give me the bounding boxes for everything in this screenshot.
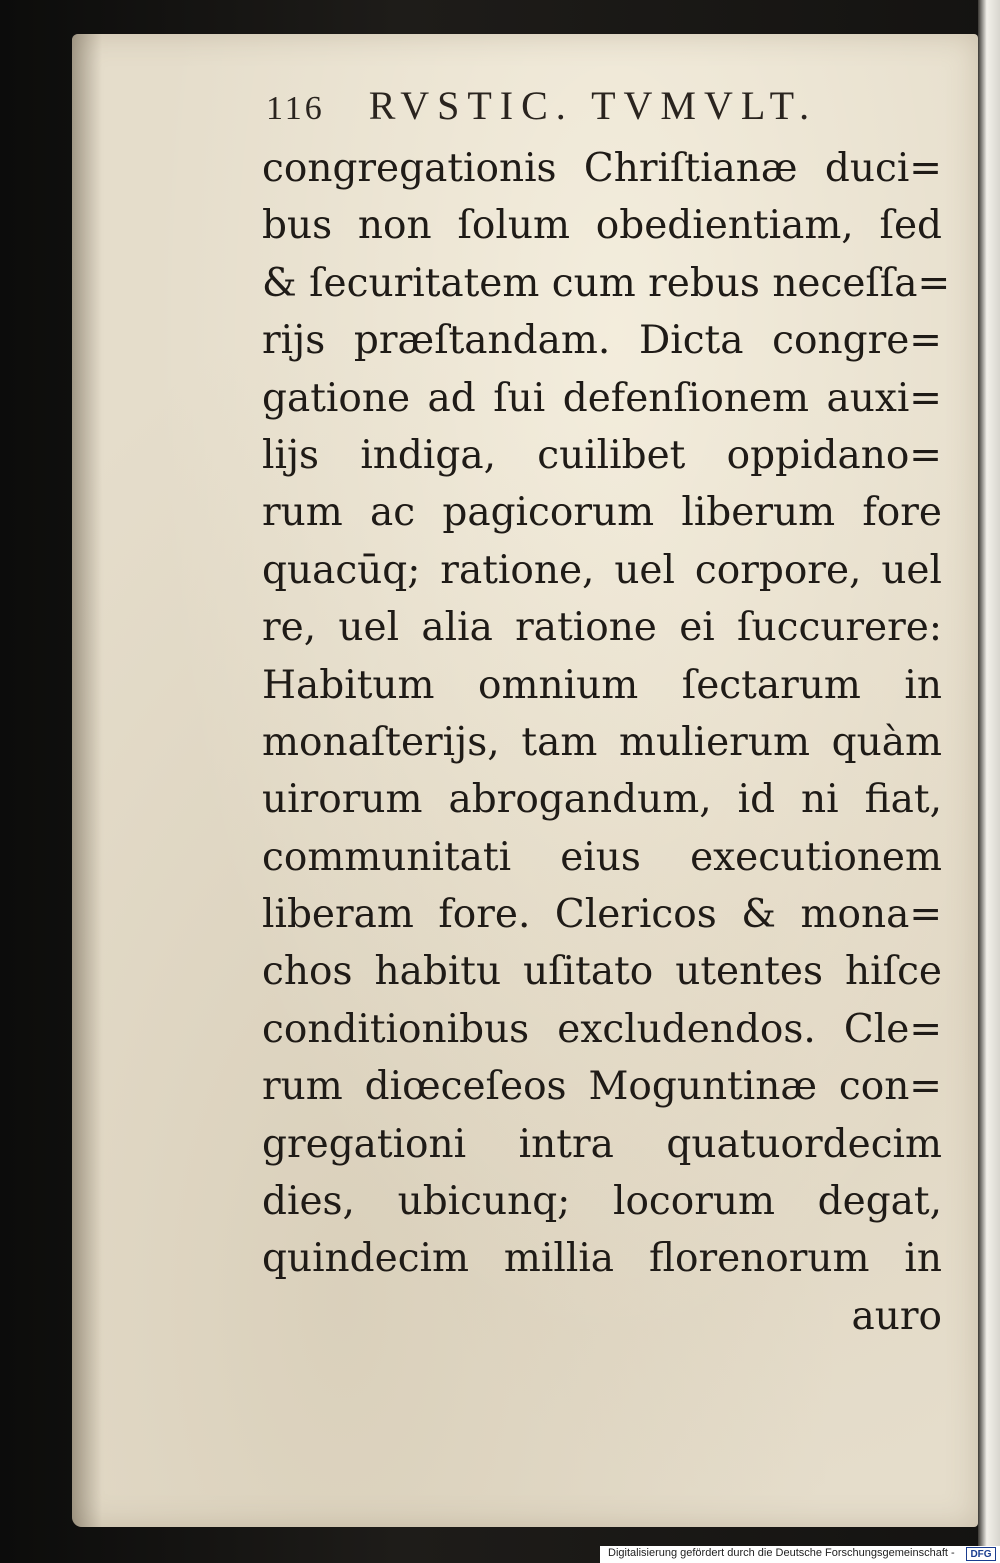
dfg-logo xyxy=(966,1547,996,1561)
text-line: rijs præſtandam. Dicta congre= xyxy=(262,318,942,364)
main-text-block xyxy=(262,140,951,1345)
text-line: liberam fore. Clericos & mona= xyxy=(262,892,942,938)
text-line: quindecim millia florenorum in xyxy=(262,1236,942,1282)
text-line: conditionibus excludendos. Cle= xyxy=(262,1006,942,1052)
text-line: communitati eius executionem xyxy=(262,834,942,880)
text-line: re, uel alia ratione ei ſuccurere: xyxy=(262,605,942,651)
page-edge-strip xyxy=(978,0,1000,1563)
text-line: Habitum omnium ſectarum in xyxy=(262,662,942,708)
folio-number: 116 xyxy=(266,90,325,127)
text-line: gregationi intra quatuordecim xyxy=(262,1121,942,1167)
gutter-shadow xyxy=(72,34,102,1527)
running-header xyxy=(266,82,866,132)
text-line: congregationis Chriſtianæ duci= xyxy=(262,146,942,191)
text-line: gatione ad ſui defenſionem auxi= xyxy=(262,375,942,421)
text-line: rum ac pagicorum liberum fore xyxy=(262,490,942,536)
text-line: dies, ubicunq; locorum degat, xyxy=(262,1179,942,1225)
footer-credit: Digitalisierung gefördert durch die Deutsche Forschungsgemeinschaft - xyxy=(608,1547,955,1559)
text-line: chos habitu uſitato utentes hiſce xyxy=(262,949,942,995)
text-line: quacūq; ratione, uel corpore, uel xyxy=(262,547,942,593)
text-line: monaſterijs, tam mulierum quàm xyxy=(262,719,942,765)
text-line: uirorum abrogandum, id ni fiat, xyxy=(262,777,942,823)
catchword: auro xyxy=(851,1293,942,1339)
dfg-logo-text: DFG xyxy=(970,1549,992,1560)
running-head-title: RVSTIC. TVMVLT. xyxy=(368,83,818,128)
text-line: & ſecuritatem cum rebus neceſſa= xyxy=(262,260,951,306)
text-line: lijs indiga, cuilibet oppidano= xyxy=(262,432,942,478)
text-line: bus non ſolum obedientiam, ſed xyxy=(262,203,942,249)
text-line: rum diœceſeos Moguntinæ con= xyxy=(262,1064,942,1110)
